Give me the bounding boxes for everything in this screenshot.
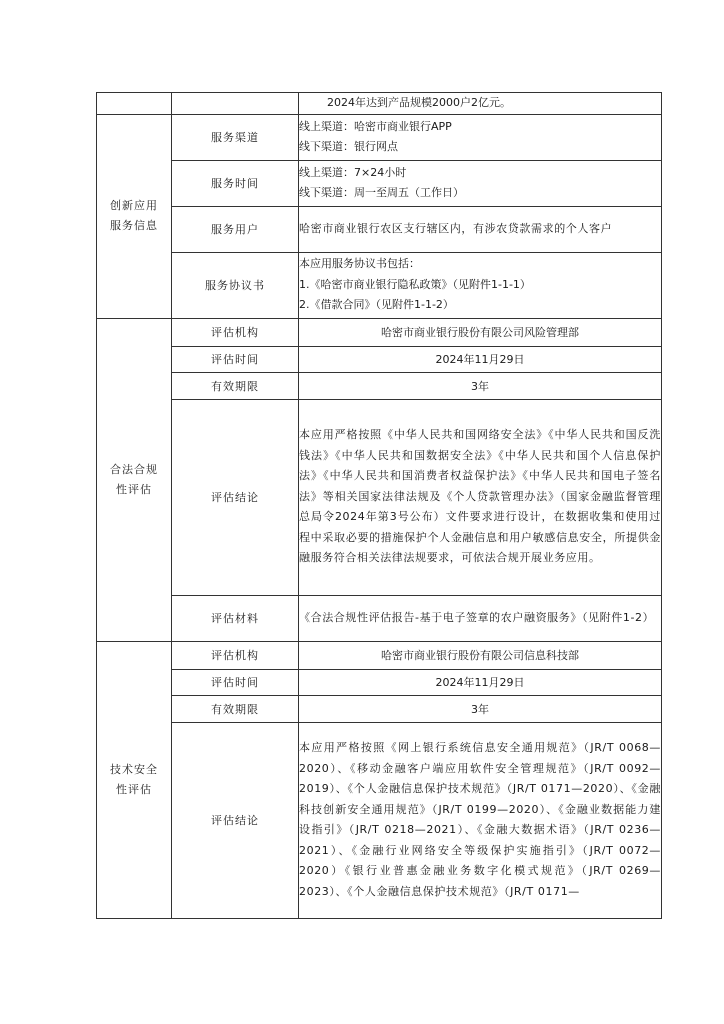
label-compliance-conclusion: 评估结论 bbox=[211, 491, 259, 504]
table-row bbox=[97, 695, 662, 722]
value-technical-conclusion: 本应用严格按照《网上银行系统信息安全通用规范》（JR/T 0068—2020）、《移动金融客户端应用软件安全管理规范》（JR/T 0092—2019）、《个人金融信息保护技术规范》（JR/T 0171—2020）、《金融科技创新安全通用规范》（JR/T 0199—2020）、《金融业数据能力建设指引》（JR/T 0218—2021）、《金融大数据术语》（JR/T 0236—2021）、《金融行业网络安全等级保护实施指引》（JR/T 0072—2020）《银行业普惠金融业务数字化模式规范》（JR/T 0269—2023）、《个人金融信息保护技术规范》（JR/T 0171— bbox=[299, 722, 662, 918]
table-row bbox=[97, 595, 662, 641]
table-row bbox=[97, 93, 662, 115]
label-service-channel: 服务渠道 bbox=[211, 131, 259, 144]
label-service-users: 服务用户 bbox=[211, 223, 259, 236]
table-row bbox=[97, 669, 662, 695]
assessment-table bbox=[96, 92, 662, 919]
table-row bbox=[97, 346, 662, 372]
label-technical-time: 评估时间 bbox=[211, 676, 259, 689]
table-row bbox=[97, 206, 662, 252]
label-compliance-time: 评估时间 bbox=[211, 353, 259, 366]
category-compliance: 合法合规性评估 bbox=[97, 318, 172, 641]
value-service-users: 哈密市商业银行农区支行辖区内，有涉农贷款需求的个人客户 bbox=[299, 206, 662, 252]
value-technical-time: 2024年11月29日 bbox=[299, 669, 662, 695]
value-service-agreement: 本应用服务协议书包括： 1.《哈密市商业银行隐私政策》（见附件1-1-1） 2.《借款合同》（见附件1-1-2） bbox=[299, 252, 662, 318]
label-compliance-materials: 评估材料 bbox=[211, 612, 259, 625]
table-row bbox=[97, 160, 662, 206]
table-row bbox=[97, 372, 662, 399]
value-service-time: 线上渠道：7×24小时 线下渠道：周一至周五（工作日） bbox=[299, 160, 662, 206]
label-technical-org: 评估机构 bbox=[211, 649, 259, 662]
table-row bbox=[97, 114, 662, 160]
label-service-time: 服务时间 bbox=[211, 177, 259, 190]
value-compliance-time: 2024年11月29日 bbox=[299, 346, 662, 372]
value-compliance-validity: 3年 bbox=[299, 372, 662, 399]
table-row bbox=[97, 318, 662, 346]
category-technical: 技术安全性评估 bbox=[97, 641, 172, 918]
label-compliance-validity: 有效期限 bbox=[211, 379, 259, 393]
value-technical-org: 哈密市商业银行股份有限公司信息科技部 bbox=[299, 641, 662, 669]
value-compliance-org: 哈密市商业银行股份有限公司风险管理部 bbox=[299, 318, 662, 346]
label-technical-validity: 有效期限 bbox=[211, 702, 259, 716]
label-compliance-org: 评估机构 bbox=[211, 326, 259, 339]
value-service-channel: 线上渠道：哈密市商业银行APP 线下渠道：银行网点 bbox=[299, 114, 662, 160]
value-compliance-materials: 《合法合规性评估报告-基于电子签章的农户融资服务》（见附件1-2） bbox=[299, 595, 662, 641]
table-row bbox=[97, 252, 662, 318]
table-row bbox=[97, 641, 662, 669]
value-compliance-conclusion: 本应用严格按照《中华人民共和国网络安全法》《中华人民共和国反洗钱法》《中华人民共和国数据安全法》《中华人民共和国个人信息保护法》《中华人民共和国消费者权益保护法》《中华人民共和国电子签名法》等相关国家法律法规及《个人贷款管理办法》（国家金融监督管理总局令2024年第3号公布）文件要求进行设计，在数据收集和使用过程中采取必要的措施保护个人金融信息和用户敏感信息安全，所提供金融服务符合相关法律法规要求，可依法合规开展业务应用。 bbox=[299, 399, 662, 595]
value-technical-validity: 3年 bbox=[299, 695, 662, 722]
table-row bbox=[97, 399, 662, 595]
product-scale-text: 2024年达到产品规模2000户2亿元。 bbox=[299, 93, 662, 115]
label-technical-conclusion: 评估结论 bbox=[211, 814, 259, 827]
label-service-agreement: 服务协议书 bbox=[205, 279, 265, 292]
category-innovation: 创新应用服务信息 bbox=[97, 114, 172, 318]
table-row bbox=[97, 722, 662, 918]
